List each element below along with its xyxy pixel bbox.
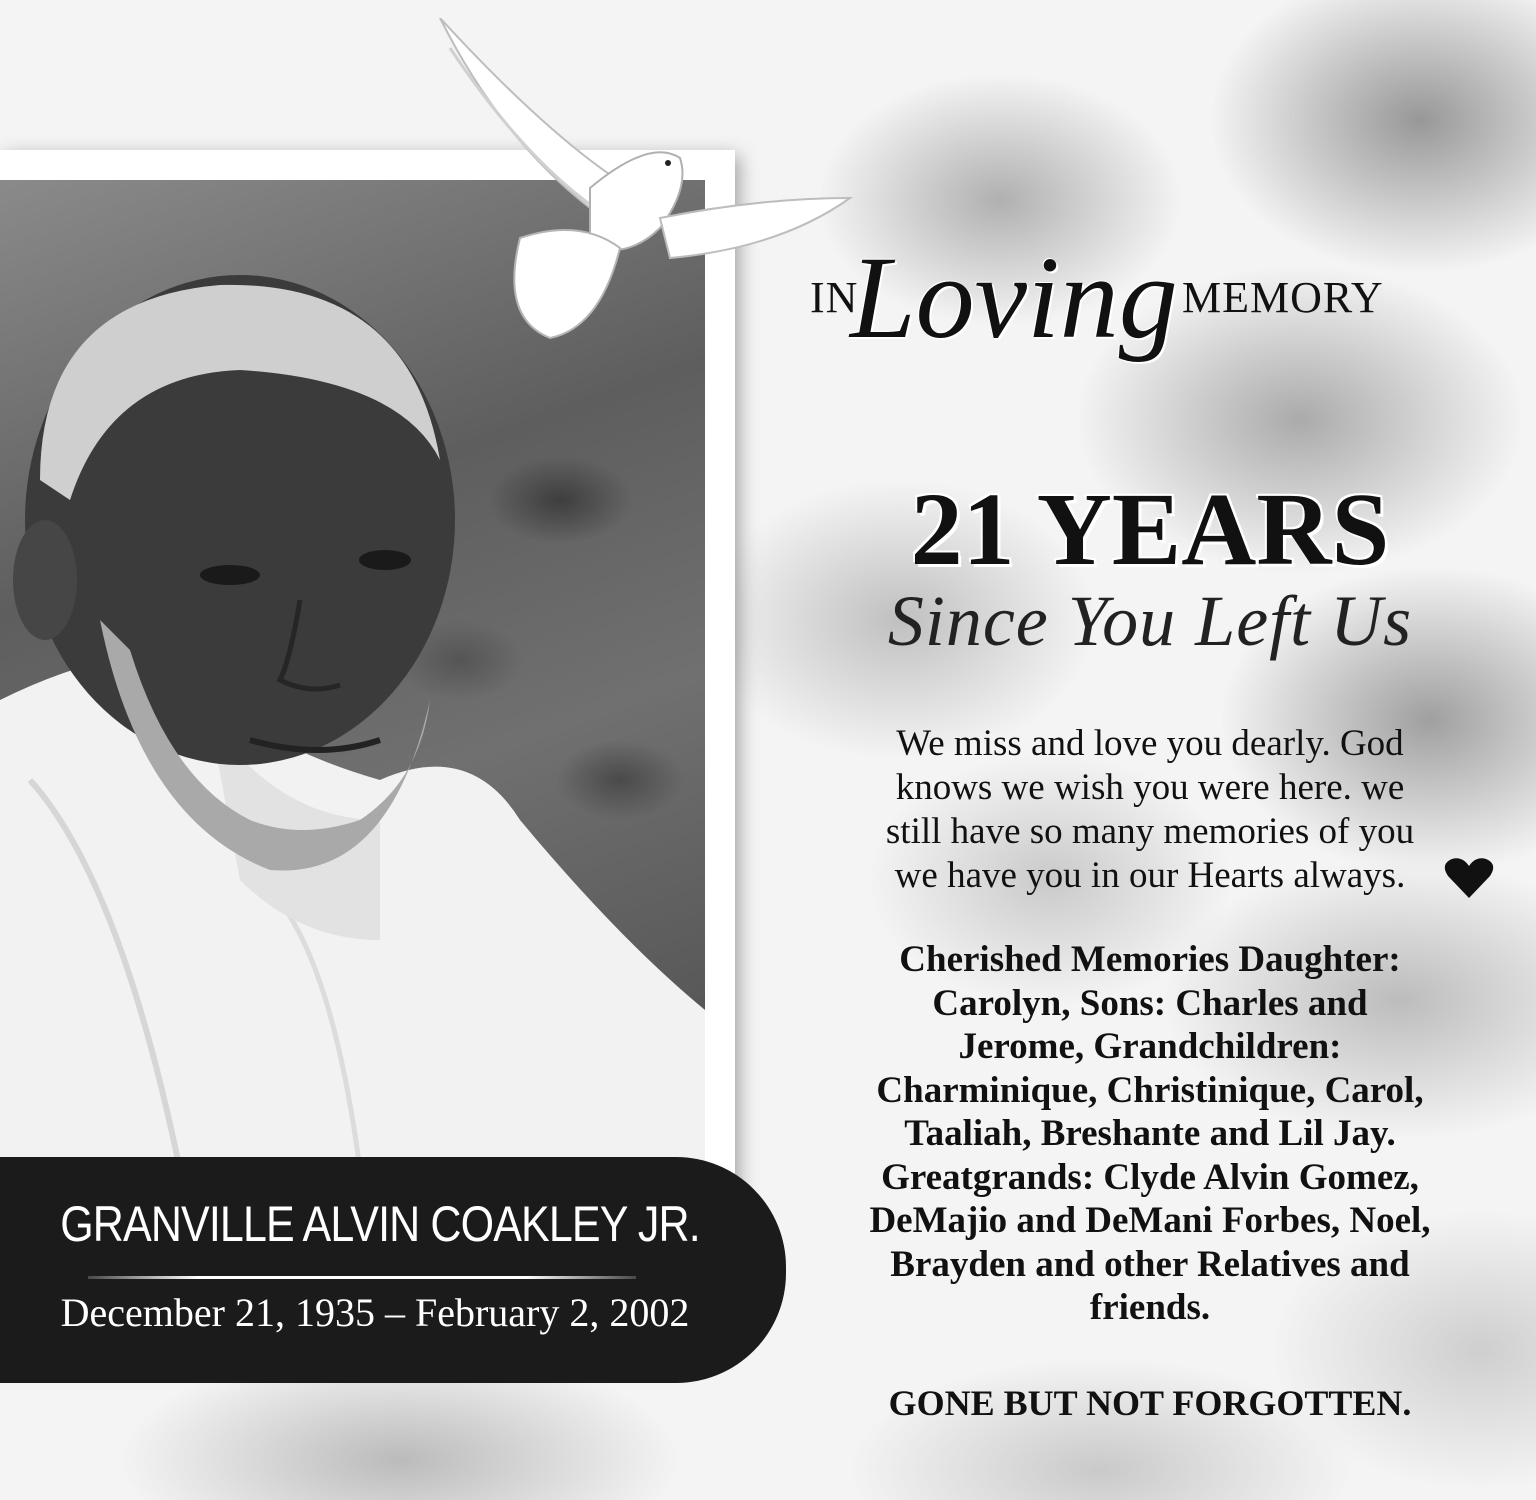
message-line: We miss and love you dearly. God xyxy=(896,723,1404,764)
family-line: Carolyn, Sons: Charles and xyxy=(932,982,1368,1024)
family-line: Taaliah, Breshante and Lil Jay. xyxy=(904,1113,1396,1154)
family-line: Greatgrands: Clyde Alvin Gomez, xyxy=(881,1156,1419,1198)
family-line: DeMajio and DeMani Forbes, Noel, xyxy=(869,1200,1431,1241)
dove-icon xyxy=(430,18,860,348)
heart-icon xyxy=(1444,856,1494,900)
family-line: Jerome, Grandchildren: xyxy=(958,1026,1342,1067)
life-dates: December 21, 1935 – February 2, 2002 xyxy=(60,1290,690,1335)
cherished-memories-list xyxy=(800,938,1500,1330)
family-line: Cherished Memories Daughter: xyxy=(899,939,1401,980)
family-line: friends. xyxy=(1089,1287,1211,1328)
years-heading: 21 YEARS xyxy=(910,472,1390,587)
tribute-message xyxy=(820,722,1480,898)
message-line: knows we wish you were here. we xyxy=(895,767,1405,808)
name-plate xyxy=(0,1157,786,1383)
in-loving-memory-title xyxy=(810,230,1410,400)
title-memory: MEMORY xyxy=(1182,273,1384,322)
message-line: we have you in our Hearts always. xyxy=(894,855,1406,896)
message-line: still have so many memories of you xyxy=(885,811,1415,852)
family-line: Brayden and other Relatives and xyxy=(890,1243,1410,1285)
family-line: Charminique, Christinique, Carol, xyxy=(876,1069,1424,1111)
title-in: IN xyxy=(810,273,859,322)
title-loving: Loving xyxy=(850,232,1178,363)
name-divider xyxy=(88,1276,636,1279)
since-subheading: Since You Left Us xyxy=(887,581,1413,661)
deceased-name: GRANVILLE ALVIN COAKLEY JR. xyxy=(60,1196,700,1252)
closing-line: GONE BUT NOT FORGOTTEN. xyxy=(888,1383,1412,1423)
